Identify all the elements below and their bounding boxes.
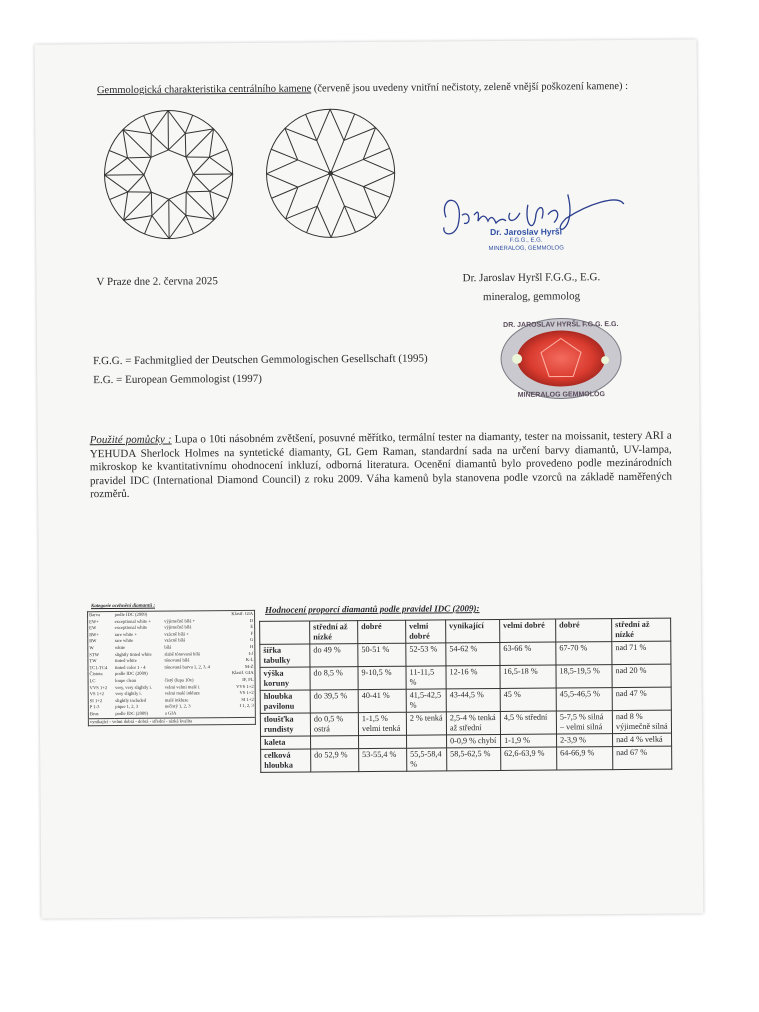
grading-categories-cell: white (114, 644, 126, 650)
proportions-column-header: velmi dobré (500, 619, 556, 642)
proportions-cell: 43-44,5 % (446, 688, 500, 711)
proportions-row-header: tloušťka rundisty (260, 713, 310, 736)
grading-categories-cell: SI 1+2 (241, 696, 254, 702)
grading-categories-cell: STW (89, 651, 100, 657)
grading-categories-cell: TC1-TC4 (89, 664, 108, 670)
grading-categories-cell: exceptional white + (114, 618, 151, 624)
proportions-cell: 2-3,9 % (557, 734, 613, 747)
proportions-row-header: výška koruny (260, 667, 310, 690)
proportions-cell (359, 735, 407, 748)
proportions-column-header (260, 621, 310, 644)
grading-categories-cell: EW+ (89, 618, 99, 624)
grading-categories-cell: VVS 1+2 (236, 683, 254, 689)
proportions-cell: 52-53 % (406, 643, 446, 666)
grading-categories-cell: podle IDC (2009) (115, 710, 149, 716)
pavilion-diagram-icon (261, 104, 400, 243)
proportions-row (260, 641, 671, 667)
grading-categories-cell: Klasif. GIA (231, 610, 254, 617)
grading-categories-cell: bílá (164, 644, 172, 650)
grading-categories-cell: podle IDC (2009) (114, 611, 148, 618)
proportions-column-header: dobré (358, 620, 406, 643)
proportions-cell: 54-62 % (446, 642, 500, 665)
proportions-row (260, 687, 671, 713)
proportions-cell: do 52,9 % (311, 749, 359, 772)
signer-title: mineralog, gemmolog (482, 290, 581, 304)
grading-categories-cell: VS 1+2 (239, 690, 254, 696)
proportions-cell: 5-7,5 % silná – velmi silná (556, 711, 612, 734)
proportions-cell: 64-66,9 % (557, 747, 613, 770)
proportions-cell: 55,5-58,4 % (407, 748, 447, 771)
handwritten-signature (428, 174, 629, 276)
grading-categories-cell: TW (89, 658, 97, 664)
proportions-cell: 63-66 % (500, 642, 556, 665)
grading-categories-cell: tónovaná bílá (164, 657, 190, 663)
proportions-column-header: střední až nízké (612, 618, 671, 641)
grading-categories-cell: SI 1+2 (89, 697, 103, 703)
certificate-page (35, 39, 704, 918)
stamp-name: Dr. Jaroslav Hyršl (490, 226, 563, 238)
proportions-column-header: dobré (556, 619, 612, 642)
proportions-cell: 2 % tenká (406, 712, 446, 735)
grading-categories-cell: slabě tónovaná bílá (164, 650, 200, 657)
tools-text: Lupa o 10ti násobném zvětšení, posuvné měřítko, termální tester na diamanty, tester na moissanit, testery ARI a YEHUDA Sherlock Holmes na syntetické diamanty, GL Gem Raman, standardní sada na určení barvy diamantů, UV-lampa, mikroskop ke kvantitativnímu ohodnocení inkluzí, odborná literatura. Ocenění diamantů bylo provedeno podle mezinárodních pravidel IDC (International Diamond Council) z roku 2009. Váha kamenů byla stanovena podle vzorců na základě naměřených rozměrů. (89, 429, 673, 501)
gemmological-heading (97, 80, 637, 97)
grading-categories-cell: velmi velmi malé i. (164, 683, 201, 690)
grading-categories-cell: M-Z (245, 663, 254, 669)
proportions-cell: do 49 % (310, 644, 358, 667)
grading-categories-cell: velmi malé inkluze (164, 690, 200, 696)
signature-stamp (476, 226, 576, 253)
stamp-line1: F.G.G., E.G. (509, 237, 543, 244)
grading-categories-cell: vzácně bílá + (164, 631, 189, 637)
proportions-cell: 1-1,5 % velmi tenká (358, 712, 406, 735)
grading-categories-cell: K-L (245, 657, 254, 663)
proportions-column-header: střední až nízké (310, 621, 358, 644)
proportions-cell: nad 71 % (612, 641, 671, 664)
grading-categories-cell: tinted white (114, 657, 137, 664)
proportions-cell: nad 67 % (613, 746, 672, 769)
proportions-cell: 45 % (500, 688, 556, 711)
proportions-row-header: celková hloubka (261, 749, 311, 772)
grading-categories-cell: P 1-3 (89, 704, 100, 710)
stamp-line2: MINERALOG, GEMMOLOG (488, 245, 564, 253)
grading-categories-cell: RW+ (89, 631, 99, 637)
grading-categories-cell: LC (89, 678, 96, 684)
grading-categories-cell: podle IDC (2009) (115, 671, 148, 677)
proportions-cell: 2,5-4 % tenká až střední (446, 711, 500, 734)
grading-categories-cell: Barva (89, 612, 101, 618)
signer-name: Dr. Jaroslav Hyršl F.G.G., E.G. (462, 271, 601, 285)
grading-categories-cell: W (89, 645, 94, 651)
crown-diagram-icon (99, 105, 238, 244)
heading-underlined: Gemmologická charakteristika centrálního kamene (96, 83, 312, 97)
grading-categories-cell: rare white + (114, 631, 137, 637)
proportions-row (260, 664, 671, 690)
proportions-cell: 67-70 % (556, 642, 612, 665)
grading-categories-title: Kategorie ocehnění diamantů : (90, 603, 156, 610)
grading-categories-cell: výjimečně bílá (164, 624, 192, 630)
proportions-cell: 40-41 % (358, 689, 406, 712)
proportions-cell: 62,6-63,9 % (501, 747, 557, 770)
grading-categories-cell: very, very slightly i. (115, 684, 152, 690)
grading-categories-footer: vynikající - velmi dobrá - dobrá - střední - nízká kvalita (88, 717, 255, 726)
proportions-cell: nad 20 % (612, 664, 671, 687)
grading-categories-cell: F (250, 630, 254, 636)
proportions-cell: do 0,5 % ostrá (310, 713, 358, 736)
proportions-cell (311, 736, 359, 749)
grading-categories-cell: I-J (248, 650, 254, 656)
proportions-cell: 4,5 % střední (500, 711, 556, 734)
proportions-row (260, 710, 671, 736)
proportions-row-header: šířka tabulky (260, 644, 310, 667)
tools-lead: Použité pomůcky : (89, 433, 172, 447)
grading-categories-cell: pique 1, 2, 3 (115, 704, 139, 710)
grading-categories-cell: malé inkluze (164, 697, 189, 703)
proportions-cell: nad 8 % výjimečně silná (612, 710, 671, 733)
seal-text-top: DR. JAROSLAV HYRŠL F.G.G. E.G. (503, 321, 619, 329)
proportions-cell: 41,5-42,5 % (406, 689, 446, 712)
proportions-row-header: kaleta (261, 736, 311, 749)
grading-categories-cell: H (249, 643, 254, 649)
proportions-cell: 53-55,4 % (359, 748, 407, 771)
tools-paragraph (90, 430, 673, 502)
proportions-title: Hodnocení proporcí diamantů podle pravidel IDC (2009): (264, 603, 480, 615)
grading-categories-cell: E (250, 624, 254, 630)
grading-categories-cell: VVS 1+2 (89, 684, 108, 690)
hologram-seal-icon (499, 316, 624, 401)
abbreviation-eg: E.G. = European Gemmologist (1997) (93, 372, 262, 387)
grading-categories-cell: very slightly i. (115, 690, 142, 697)
proportions-cell (407, 735, 447, 748)
proportions-cell: nad 47 % (612, 687, 671, 710)
abbreviations (93, 350, 428, 391)
grading-categories-cell: slightly tinted white (114, 651, 152, 657)
grading-categories-cell: Čistota (89, 671, 103, 677)
place-date: V Praze dne 2. června 2025 (96, 275, 218, 289)
grading-categories-cell: VS 1+2 (89, 691, 104, 697)
proportions-cell: 1-1,9 % (501, 734, 557, 747)
proportions-cell: 18,5-19,5 % (556, 665, 612, 688)
proportions-cell: do 39,5 % (310, 690, 358, 713)
grading-categories-cell: RW (89, 638, 97, 644)
signer-block (416, 268, 646, 308)
grading-categories-cell: Brus (89, 711, 99, 717)
grading-categories-cell: vzácně bílá (164, 637, 186, 643)
proportions-cell: 45,5-46,5 % (556, 688, 612, 711)
grading-categories-cell: nečistý 1, 2, 3 (164, 703, 191, 709)
grading-categories-cell: výjimečně bílá + (164, 617, 196, 624)
grading-categories-cell: tónovaná barva 1, 2, 3, 4 (164, 664, 210, 670)
grading-categories-table (87, 610, 256, 726)
grading-categories-cell: G (249, 637, 254, 643)
grading-categories-cell: slightly included (115, 697, 146, 703)
grading-categories-cell: loupe clean (115, 677, 137, 683)
proportions-cell: 0-0,9 % chybí (447, 734, 501, 747)
grading-categories-footer-row (88, 717, 255, 726)
proportions-row-header: hloubka pavilonu (260, 690, 310, 713)
heading-rest: (červeně jsou uvedeny vnitřní nečistoty, zeleně vnější poškození kamene) : (313, 80, 629, 95)
proportions-column-header: vynikající (446, 619, 500, 642)
grading-categories-cell: exceptional white (114, 624, 148, 631)
grading-categories-cell: D (249, 617, 254, 623)
seal-text-bottom: MINERALOG GEMMOLOG (517, 391, 605, 399)
abbreviation-fgg: F.G.G. = Fachmitglied der Deutschen Gemmologischen Gesellschaft (1995) (93, 352, 428, 368)
proportions-cell: 12-16 % (446, 665, 500, 688)
grading-categories-cell: tinted color 1 - 4 (114, 664, 146, 670)
grading-categories-cell: rare white (114, 638, 134, 644)
grading-categories-cell: IF, FL (242, 676, 254, 682)
proportions-row (261, 746, 672, 772)
grading-categories (87, 603, 256, 726)
proportions-cell: 11-11,5 % (406, 666, 446, 689)
grading-categories-cell: Klasif. GIA (231, 670, 254, 676)
proportions-cell: do 8,5 % (310, 667, 358, 690)
proportions-cell: 9-10,5 % (358, 666, 406, 689)
proportions-cell: 16,5-18 % (500, 665, 556, 688)
grading-categories-cell: I 1, 2, 3 (239, 703, 254, 709)
proportions-cell: 50-51 % (358, 643, 406, 666)
proportions-cell: 58,5-62,5 % (447, 747, 501, 770)
proportions-cell: nad 4 % velká (613, 733, 672, 746)
grading-categories-cell: čistý (lupa 10x) (164, 677, 194, 683)
proportions-table (259, 618, 672, 773)
proportions-header-row (260, 618, 671, 644)
proportions-column-header: velmi dobré (406, 620, 446, 643)
grading-categories-cell: a GIA (164, 710, 177, 716)
grading-categories-cell: EW (89, 625, 97, 631)
